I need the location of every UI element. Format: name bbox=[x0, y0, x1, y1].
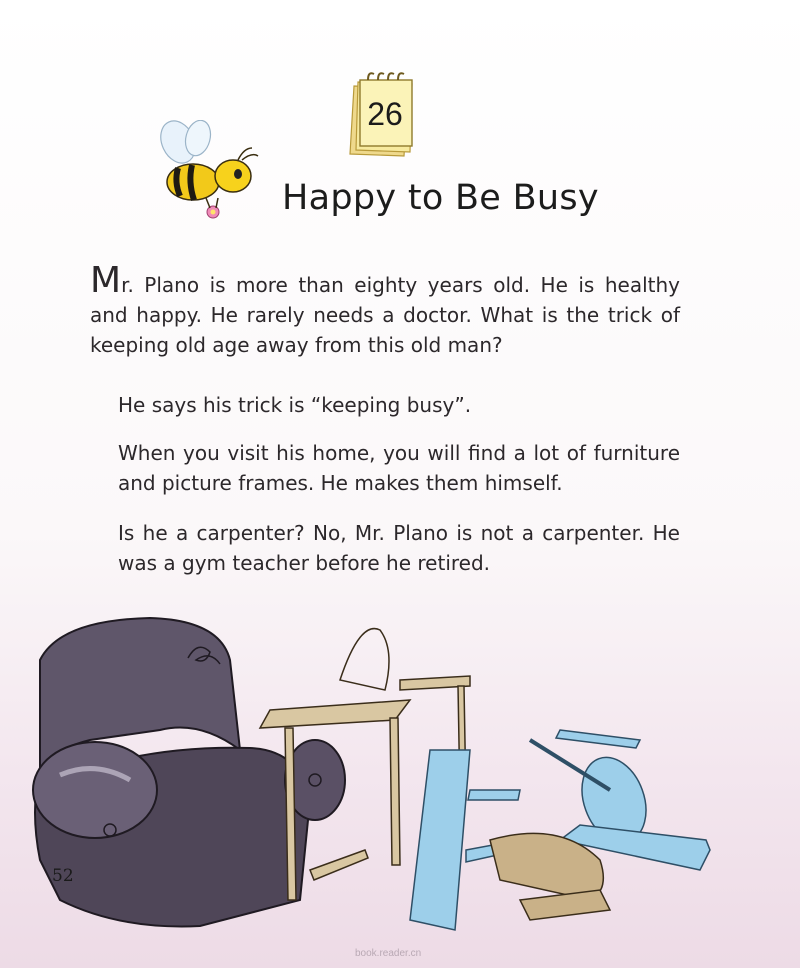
bee-icon bbox=[138, 120, 268, 230]
armchair-drawing bbox=[33, 618, 345, 926]
paragraph-3: When you visit his home, you will find a lot of furniture and picture frames. He makes them himself. bbox=[118, 441, 680, 495]
furniture-illustration bbox=[0, 600, 800, 968]
paragraph-2: He says his trick is “keeping busy”. bbox=[118, 393, 472, 417]
lesson-number: 26 bbox=[367, 96, 403, 132]
paragraph-4: Is he a carpenter? No, Mr. Plano is not a carpenter. He was a gym teacher before he retired. bbox=[118, 521, 680, 575]
drop-cap: M bbox=[90, 260, 122, 301]
paragraph-1 bbox=[90, 260, 680, 360]
story-title: Happy to Be Busy bbox=[282, 178, 599, 218]
paragraph-1-text: r. Plano is more than eighty years old. He is healthy and happy. He rarely needs a doctor. What is the trick of keeping old age away from this old man? bbox=[90, 273, 680, 357]
page-number: 52 bbox=[52, 866, 74, 886]
watermark: book.reader.cn bbox=[355, 948, 422, 959]
